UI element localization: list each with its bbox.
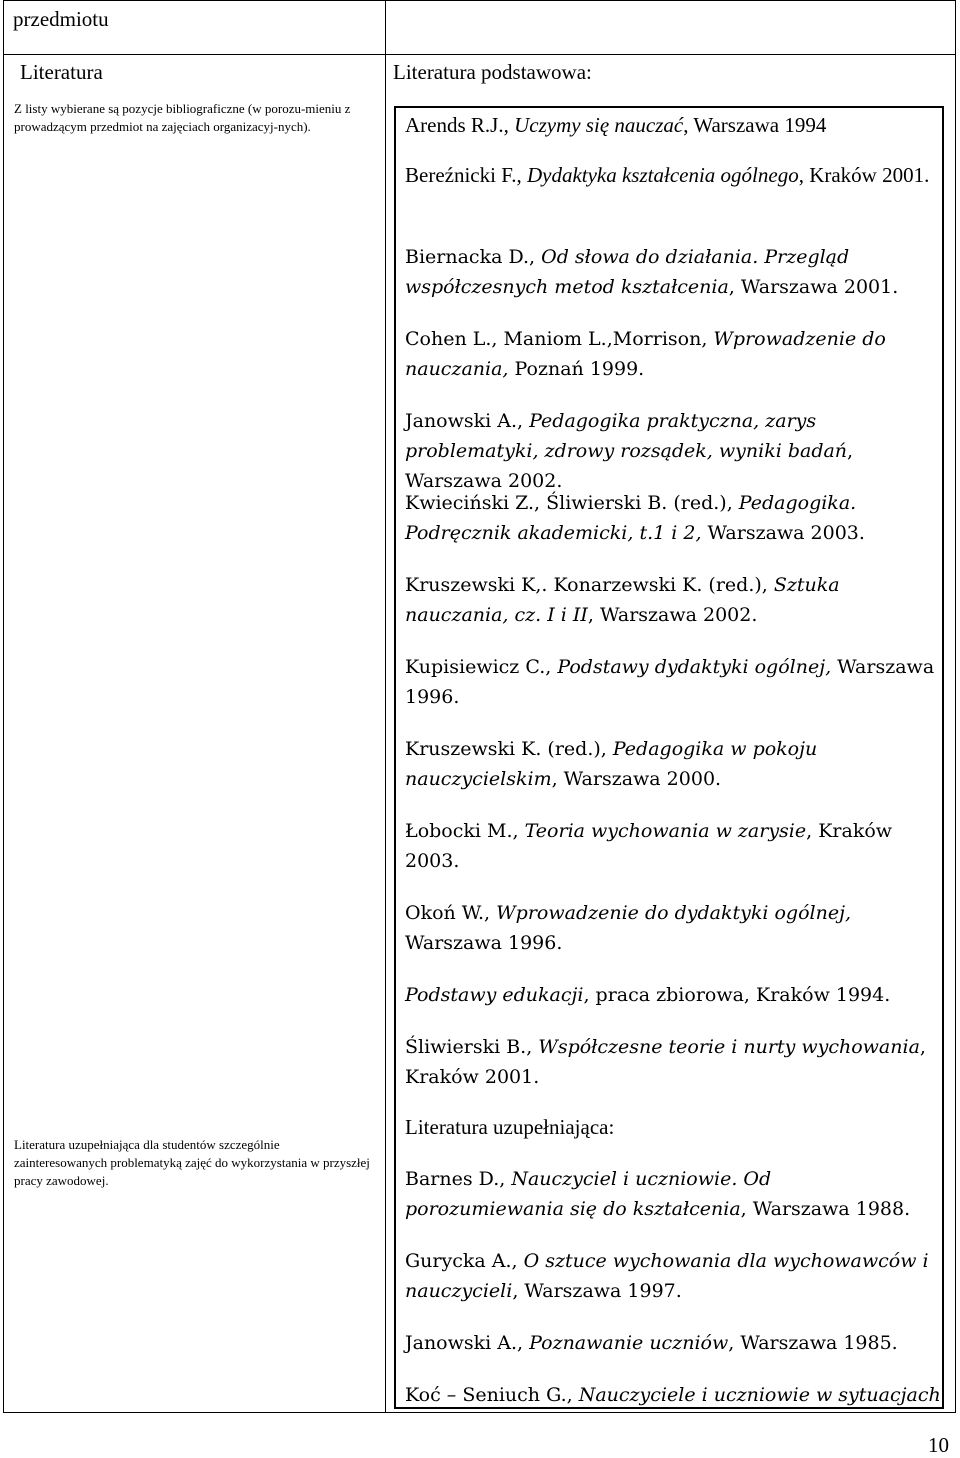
entry-details: Poznań 1999. (508, 358, 645, 380)
entry-author: Łobocki M., (405, 820, 525, 842)
entry-title: Podstawy edukacji (405, 984, 584, 1006)
entry-title: Poznawanie uczniów (529, 1332, 729, 1354)
bibliography-entry (405, 1164, 935, 1224)
bibliography-entry (405, 1380, 941, 1410)
bibliography-entry (405, 1328, 935, 1358)
entry-details: , Warszawa 1988. (740, 1198, 911, 1220)
entry-author: Śliwierski B., (405, 1036, 539, 1058)
basic-literature-heading: Literatura podstawowa: (393, 60, 592, 84)
entry-title: Wprowadzenie do nauczania, (405, 328, 886, 380)
literature-heading: Literatura (20, 60, 103, 84)
column-divider (385, 0, 386, 1413)
entry-author: Arends R.J., (405, 113, 515, 137)
entry-title: Wprowadzenie do dydaktyki ogólnej, (496, 902, 852, 924)
bibliography-entry (405, 898, 935, 958)
entry-details: , Warszawa 2002. (405, 440, 854, 492)
subject-label: przedmiotu (13, 7, 109, 31)
entry-author: Kruszewski K,. Konarzewski K. (red.), (405, 574, 774, 596)
row-divider (3, 54, 956, 55)
entry-title: Współczesne teorie i nurty wychowania (538, 1036, 920, 1058)
entry-details: , Kraków 2003. (405, 820, 893, 872)
entry-details: , Warszawa 2001. (728, 276, 899, 298)
entry-author: Barnes D., (405, 1168, 512, 1190)
entry-title: Dydaktyka kształcenia ogólnego (526, 163, 799, 187)
entry-title: Nauczyciel i uczniowie. Od porozumiewania się do kształcenia (405, 1168, 772, 1220)
bibliography-entry (405, 324, 935, 384)
bibliography-entry (405, 406, 935, 496)
entry-details: Warszawa 1996. (405, 932, 563, 954)
entry-details: , Warszawa 1997. (512, 1280, 682, 1302)
bibliography-entry (405, 734, 935, 794)
entry-author: Janowski A., (405, 410, 530, 432)
entry-author: Kruszewski K. (red.), (405, 738, 613, 760)
entry-title: Nauczyciele i uczniowie w sytuacjach (578, 1384, 941, 1406)
entry-details: , Warszawa 1985. (728, 1332, 898, 1354)
entry-title: Pedagogika praktyczna, zarys problematyki, zdrowy rozsądek, wyniki badań (405, 410, 848, 462)
supplementary-literature-heading: Literatura uzupełniająca: (405, 1115, 615, 1139)
entry-title: Pedagogika. Podręcznik akademicki, t.1 i 2, (405, 492, 857, 544)
entry-author: Okoń W., (405, 902, 497, 924)
bibliography-entry (405, 1246, 935, 1306)
entry-details: , Warszawa 2002. (587, 604, 758, 626)
bibliography-entry (405, 488, 935, 548)
bibliography-entry (405, 160, 935, 190)
entry-title: Od słowa do działania. Przegląd współczesnych metod kształcenia (405, 246, 850, 298)
entry-author: Bereźnicki F., (405, 163, 527, 187)
entry-author: Gurycka A., (405, 1250, 524, 1272)
bibliography-entry (405, 816, 935, 876)
bibliography-entry (405, 242, 935, 302)
bibliography-entry (405, 110, 935, 140)
entry-title: Podstawy dydaktyki ogólnej, (557, 656, 832, 678)
bibliography-entry (405, 570, 935, 630)
bibliography-entry (405, 980, 935, 1010)
supplementary-note: Literatura uzupełniająca dla studentów szczególnie zainteresowanych problematyką zajęć do wykorzystania w przyszłej pracy zawodowej. (14, 1137, 370, 1188)
entry-author: Biernacka D., (405, 246, 542, 268)
page-number: 10 (928, 1433, 949, 1457)
bibliography-entry (405, 652, 935, 712)
entry-author: Kupisiewicz C., (405, 656, 558, 678)
entry-title: Teoria wychowania w zarysie (524, 820, 807, 842)
entry-details: Warszawa 2003. (701, 522, 865, 544)
entry-details: , Warszawa 1994 (683, 113, 827, 137)
entry-author: Kwieciński Z., Śliwierski B. (red.), (405, 492, 739, 514)
bibliography-entry (405, 1032, 935, 1092)
entry-title: Uczymy się nauczać (514, 113, 684, 137)
entry-title: Pedagogika w pokoju nauczycielskim (405, 738, 818, 790)
entry-details: , Kraków 2001. (405, 1036, 926, 1088)
entry-title: O sztuce wychowania dla wychowawców i nauczycieli (405, 1250, 929, 1302)
entry-details: Warszawa 1996. (405, 656, 935, 708)
literature-note: Z listy wybierane są pozycje bibliograficzne (w porozu-mieniu z prowadzącym przedmiot na zajęciach organizacyj-nych). (14, 101, 351, 134)
entry-author: Koć – Seniuch G., (405, 1384, 579, 1406)
entry-author: Janowski A., (405, 1332, 530, 1354)
entry-details: , praca zbiorowa, Kraków 1994. (583, 984, 891, 1006)
entry-title: Sztuka nauczania, cz. I i II (405, 574, 840, 626)
entry-details: , Warszawa 2000. (551, 768, 722, 790)
entry-details: , Kraków 2001. (798, 163, 930, 187)
entry-author: Cohen L., Maniom L.,Morrison, (405, 328, 714, 350)
